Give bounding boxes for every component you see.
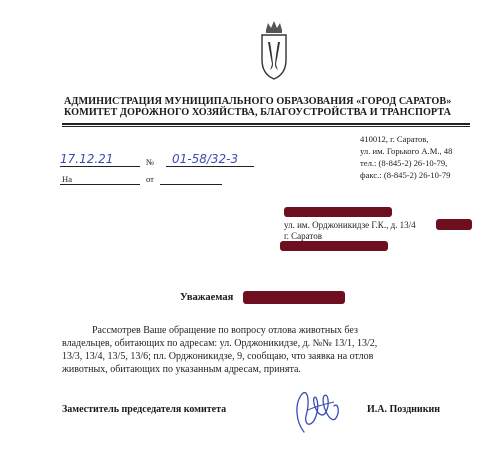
body-line-3: 13/3, 13/4, 13/5, 13/6; пл. Орджоникидзе, 9, сообщаю, что заявка на отлов	[62, 351, 374, 362]
org-name-line-2: КОМИТЕТ ДОРОЖНОГО ХОЗЯЙСТВА, БЛАГОУСТРОЙСТВА И ТРАНСПОРТА	[64, 107, 452, 118]
contact-phone: тел.: (8-845-2) 26-10-79,	[360, 158, 448, 168]
reference-na-label: На	[62, 174, 73, 184]
handwritten-number: 01-58/32-3	[172, 152, 239, 166]
redacted-addressee-name	[243, 291, 345, 304]
header-divider-thin	[62, 126, 470, 127]
org-name-line-1: АДМИНИСТРАЦИЯ МУНИЦИПАЛЬНОГО ОБРАЗОВАНИЯ «ГОРОД САРАТОВ»	[64, 96, 452, 107]
body-line-4: животных, обитающих по указанным адресам, принята.	[62, 364, 301, 375]
header-divider	[62, 123, 470, 125]
coat-of-arms-icon	[259, 20, 289, 82]
recipient-address-city: г. Саратов	[284, 231, 322, 241]
contact-postal: 410012, г. Саратов,	[360, 134, 429, 144]
body-line-2: владельцев, обитающих по адресам: ул. Орджоникидзе, д. №№ 13/1, 13/2,	[62, 338, 378, 349]
number-label: №	[146, 157, 155, 167]
body-line-1: Рассмотрев Ваше обращение по вопросу отлова животных без	[92, 325, 358, 336]
handwritten-signature	[286, 382, 346, 442]
recipient-address-street: ул. им. Орджоникидзе Г.К., д. 13/4	[284, 220, 416, 230]
redacted-postal-code	[280, 241, 388, 251]
signatory-name: И.А. Поздникин	[367, 404, 440, 415]
date-underline	[60, 166, 140, 167]
redacted-recipient-name	[284, 207, 392, 217]
reference-ot-label: от	[146, 174, 154, 184]
number-underline	[166, 166, 254, 167]
greeting: Уважаемая	[180, 292, 234, 303]
contact-fax: факс.: (8-845-2) 26-10-79	[360, 170, 451, 180]
redacted-apartment	[436, 219, 472, 230]
handwritten-date: 17.12.21	[60, 152, 114, 166]
signatory-role: Заместитель председателя комитета	[62, 404, 227, 415]
contact-street: ул. им. Горького А.М., 48	[360, 146, 453, 156]
reference-na-underline	[60, 184, 140, 185]
reference-ot-underline	[160, 184, 222, 185]
